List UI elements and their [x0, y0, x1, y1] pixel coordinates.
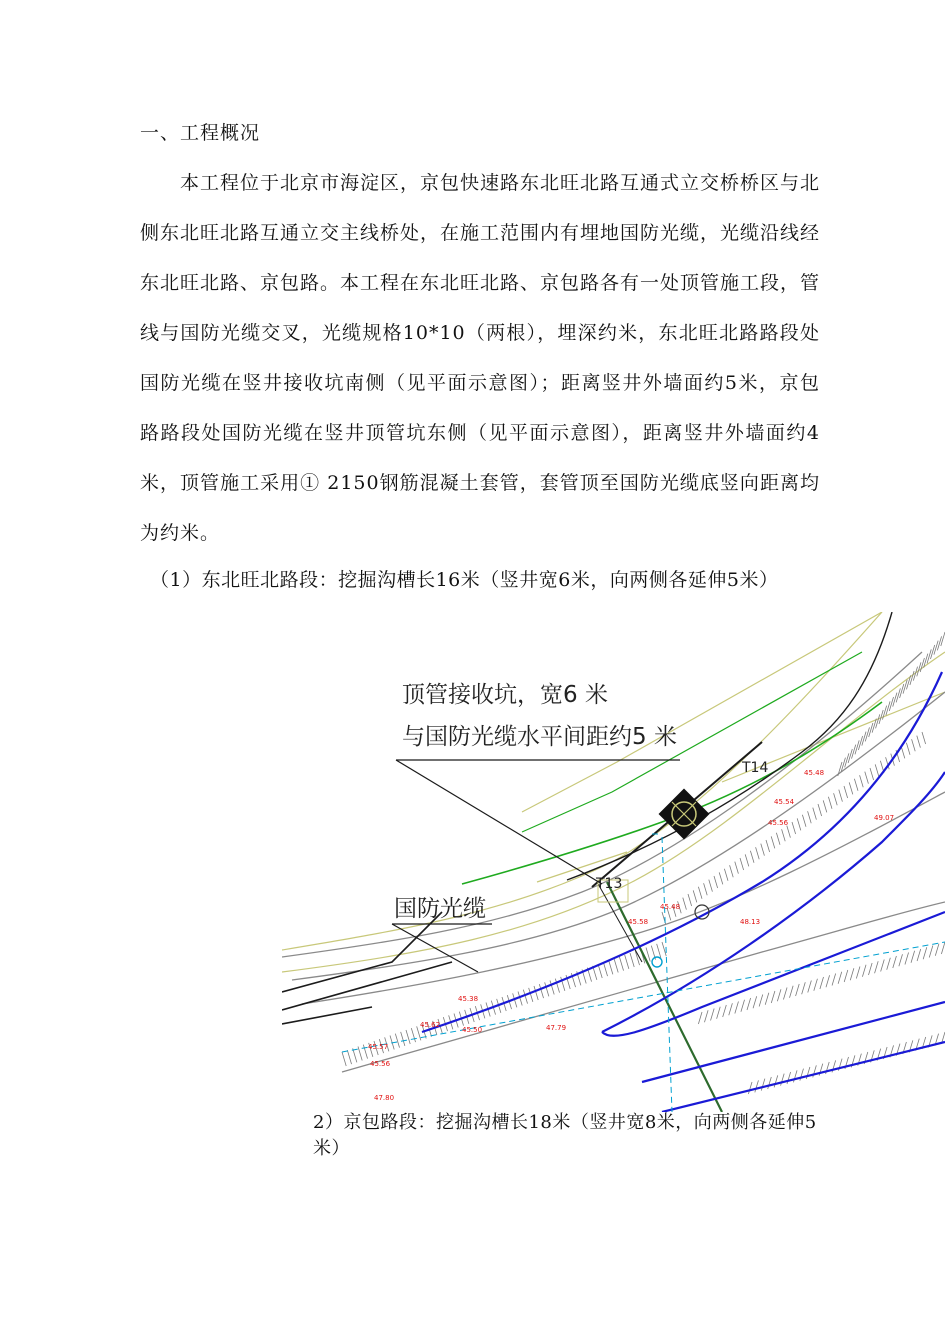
overview-text: 本工程位于北京市海淀区，京包快速路东北旺北路互通式立交桥桥区与北侧东北旺北路互通立交主线桥处，在施工范围内有埋地国防光缆，光缆沿线经东北旺北路、京包路。本工程在东北旺北路、京包路各有一处顶管施工段，管线与国防光缆交叉，光缆规格10*10（两根），埋深约米，东北旺北路路段处国防光缆在竖井接收坑南侧（见平面示意图）；距离竖井外墙面约5米，京包路路段处国防光缆在竖井顶管坑东侧（见平面示意图），距离竖井外墙面约4米，顶管施工采用① 2150钢筋混凝土套管，套管顶至国防光缆底竖向距离均为约米。 — [140, 172, 821, 544]
hatch-stroke — [662, 942, 666, 956]
hatch-stroke — [844, 970, 848, 982]
hatch-stroke — [844, 786, 848, 798]
hatch-stroke — [729, 1003, 733, 1015]
hatch-stroke — [818, 804, 822, 816]
elevation-label: 48.13 — [740, 918, 761, 926]
hatch-stroke — [750, 851, 754, 863]
hatch-stroke — [850, 968, 854, 980]
hatch-stroke — [748, 1082, 752, 1094]
hatch-stroke — [881, 960, 885, 972]
hatch-stroke — [704, 1010, 708, 1022]
cyan-marker — [652, 957, 662, 967]
hatch-stroke — [753, 996, 757, 1008]
hatch-stroke — [865, 727, 869, 741]
hatch-stroke — [917, 736, 921, 748]
hatch-stroke — [719, 872, 723, 884]
hatch-stroke — [911, 951, 915, 963]
hatch-stroke — [657, 944, 661, 958]
hatch-stroke — [856, 967, 860, 979]
hatch-stroke — [860, 775, 864, 787]
hatch-stroke — [875, 764, 879, 776]
hatch-stroke — [941, 942, 945, 954]
hatch-stroke — [935, 944, 939, 956]
hatch-stroke — [771, 991, 775, 1003]
marker-t14: T14 — [742, 760, 769, 776]
hatch-stroke — [781, 1074, 785, 1086]
overview-paragraph — [140, 158, 820, 558]
callout-pit-line2: 与国防光缆水平间距约5 米 — [402, 724, 677, 750]
hatch-stroke — [534, 986, 538, 1000]
hatch-stroke — [845, 753, 849, 767]
hatch-stroke — [735, 1002, 739, 1014]
hatch-stroke — [406, 1030, 410, 1044]
hatch-stroke — [808, 811, 812, 823]
receiving-pit-symbol — [659, 789, 710, 840]
hatch-stroke — [931, 645, 935, 659]
hatch-stroke — [838, 972, 842, 984]
hatch-stroke — [869, 723, 873, 737]
hatch-stroke — [920, 658, 924, 672]
hatch-stroke — [823, 800, 827, 812]
hatch-stroke — [745, 854, 749, 866]
hatch-stroke — [796, 984, 800, 996]
hatch-stroke — [358, 1047, 362, 1061]
hatch-stroke — [828, 797, 832, 809]
hatch-stroke — [834, 793, 838, 805]
hatch-stroke — [787, 1072, 791, 1084]
hatch-stroke — [625, 955, 629, 969]
hatch-stroke — [893, 956, 897, 968]
hatch-stroke — [539, 984, 543, 998]
hatch-stroke — [761, 1079, 765, 1091]
hatch-stroke — [896, 688, 900, 702]
elevation-label: 45.48 — [804, 769, 825, 777]
hatch-stroke — [839, 790, 843, 802]
hatch-stroke — [766, 840, 770, 852]
hatch-stroke — [893, 693, 897, 707]
hatch-stroke — [912, 739, 916, 751]
hatch-stroke — [838, 762, 842, 776]
hatch-stroke — [906, 743, 910, 755]
hatch-stroke — [347, 1050, 351, 1064]
elevation-label: 47.79 — [546, 1024, 567, 1032]
hatch-stroke — [886, 701, 890, 715]
callout-pit-line1: 顶管接收坑，宽6 米 — [402, 682, 608, 708]
hatch-stroke — [792, 822, 796, 834]
hatch-stroke — [802, 982, 806, 994]
hatch-stroke — [899, 954, 903, 966]
hatch-stroke — [711, 1009, 715, 1021]
plan-drawing — [282, 612, 945, 1112]
hatch-stroke — [869, 963, 873, 975]
hatch-stroke — [395, 1034, 399, 1048]
hatch-stroke — [808, 981, 812, 993]
hatch-stroke — [774, 1075, 778, 1087]
hatch-stroke — [709, 880, 713, 892]
hatch-stroke — [630, 953, 634, 967]
hatch-stroke — [683, 898, 687, 910]
hatch-stroke — [937, 636, 941, 650]
hatch-stroke — [927, 649, 931, 663]
hatch-stroke — [793, 1070, 797, 1082]
hatch-stroke — [889, 697, 893, 711]
hatch-stroke — [783, 988, 787, 1000]
hatch-stroke — [787, 826, 791, 838]
hatch-stroke — [901, 746, 905, 758]
hatch-stroke — [849, 782, 853, 794]
hatch-stroke — [704, 883, 708, 895]
hatch-stroke — [900, 684, 904, 698]
hatch-stroke — [882, 706, 886, 720]
hatch-stroke — [777, 989, 781, 1001]
hatch-stroke — [698, 887, 702, 899]
hatch-stroke — [342, 1052, 346, 1066]
hatch-stroke — [529, 988, 533, 1002]
hatch-stroke — [693, 890, 697, 902]
hatch-stroke — [741, 1000, 745, 1012]
hatch-stroke — [929, 946, 933, 958]
hatch-stroke — [852, 745, 856, 759]
hatch-stroke — [941, 632, 945, 646]
hatch-stroke — [714, 876, 718, 888]
subsection-1-title: （1）东北旺北路段：挖掘沟槽长16米（竖井宽6米，向两侧各延伸5米） — [150, 569, 779, 591]
hatch-stroke — [922, 732, 926, 744]
hatch-stroke — [756, 847, 760, 859]
hatch-stroke — [765, 993, 769, 1005]
hatch-stroke — [401, 1032, 405, 1046]
hatch-stroke — [523, 990, 527, 1004]
hatch-stroke — [875, 961, 879, 973]
hatch-stroke — [910, 671, 914, 685]
hatch-stroke — [876, 714, 880, 728]
hatch-stroke — [862, 965, 866, 977]
hatch-stroke — [782, 829, 786, 841]
section-heading: 一、工程概况 — [140, 122, 261, 144]
elevation-label: 45.56 — [370, 1060, 391, 1068]
hatch-stroke — [550, 981, 554, 995]
elevation-label: 45.38 — [458, 995, 479, 1003]
hatch-stroke — [776, 833, 780, 845]
elevation-label: 49.07 — [874, 814, 895, 822]
hatch-stroke — [747, 998, 751, 1010]
hatch-stroke — [614, 959, 618, 973]
hatch-stroke — [723, 1005, 727, 1017]
hatch-stroke — [717, 1007, 721, 1019]
hatch-stroke — [832, 974, 836, 986]
elevation-label: 47.80 — [374, 1094, 395, 1102]
hatch-stroke — [858, 736, 862, 750]
marker-t13: T13 — [596, 876, 623, 892]
hatch-stroke — [797, 818, 801, 830]
hatch-stroke — [363, 1045, 367, 1059]
hatch-stroke — [619, 957, 623, 971]
elevation-label: 45.48 — [660, 903, 681, 911]
hatch-stroke — [545, 982, 549, 996]
hatch-stroke — [740, 858, 744, 870]
hatch-stroke — [826, 975, 830, 987]
hatch-stroke — [887, 958, 891, 970]
hatch-stroke — [802, 815, 806, 827]
elevation-label: 45.50 — [462, 1026, 483, 1034]
hatch-stroke — [609, 960, 613, 974]
hatch-stroke — [865, 772, 869, 784]
elevation-label: 45.57 — [368, 1043, 389, 1051]
road-lines-black — [282, 912, 452, 1024]
hatch-stroke — [820, 977, 824, 989]
hatch-stroke — [813, 808, 817, 820]
hatch-stroke — [771, 836, 775, 848]
hatch-stroke — [814, 979, 818, 991]
hatch-stroke — [848, 749, 852, 763]
hatch-stroke — [862, 732, 866, 746]
elevation-label: 45.54 — [774, 798, 795, 806]
hatch-stroke — [934, 641, 938, 655]
elevation-label: 45.62 — [420, 1021, 441, 1029]
hatch-stroke — [917, 949, 921, 961]
hatch-stroke — [905, 953, 909, 965]
hatch-stroke — [755, 1080, 759, 1092]
subsection-2-title: 2）京包路段：挖掘沟槽长18米（竖井宽8米，向两侧各延伸5米） — [313, 1112, 817, 1159]
hatch-stroke — [688, 894, 692, 906]
hatch-stroke — [730, 865, 734, 877]
hatch-stroke — [759, 995, 763, 1007]
hatch-stroke — [855, 740, 859, 754]
hatch-stroke — [724, 869, 728, 881]
hatch-stroke — [761, 844, 765, 856]
hatch-stroke — [698, 1012, 702, 1024]
hatch-stroke — [854, 779, 858, 791]
hatch-stroke — [870, 768, 874, 780]
elevation-label: 45.58 — [628, 918, 649, 926]
hatch-stroke — [790, 986, 794, 998]
hatch-stroke — [768, 1077, 772, 1089]
hatch-stroke — [411, 1028, 415, 1042]
elevation-label: 45.56 — [768, 819, 789, 827]
callout-cable: 国防光缆 — [394, 896, 486, 922]
hatch-stroke — [735, 862, 739, 874]
hatch-stroke — [923, 947, 927, 959]
hatch-stroke — [603, 962, 607, 976]
